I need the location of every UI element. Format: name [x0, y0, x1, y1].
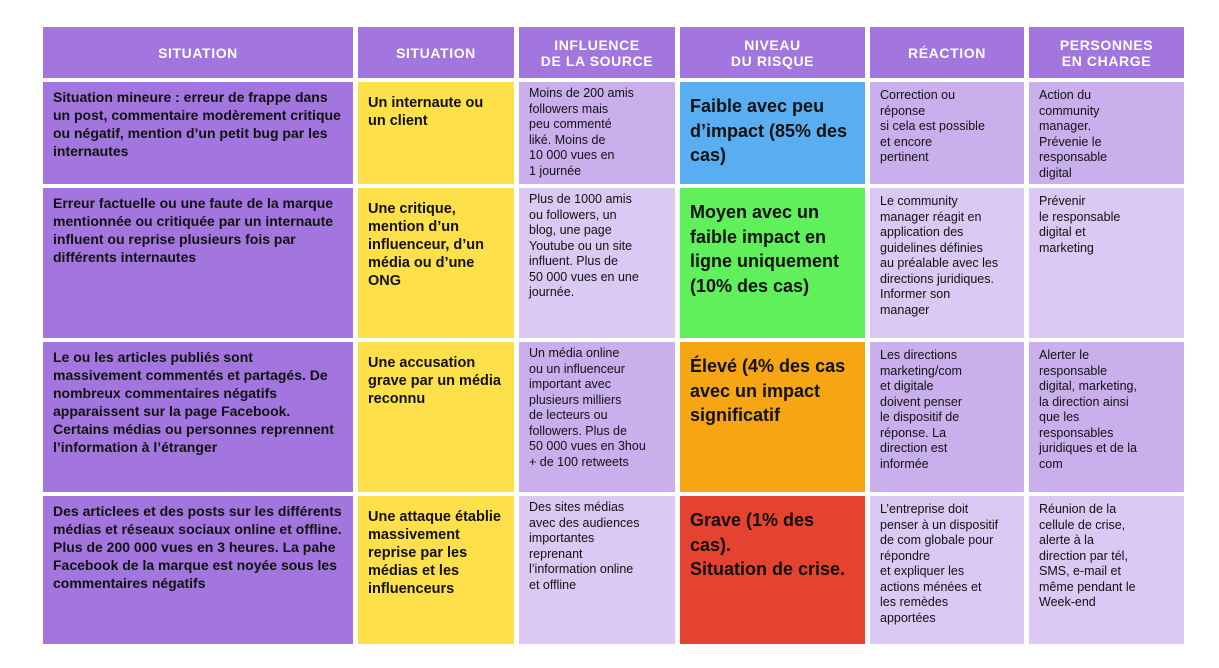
row-1-reaction: Correction ou réponse si cela est possible et encore pertinent — [870, 82, 1024, 184]
row-1-source: Un internaute ou un client — [358, 82, 514, 184]
row-2-reaction: Le community manager réagit en application des guidelines définies au préalable avec les directions juridiques. Informer son manager — [870, 188, 1024, 338]
row-3-persons: Alerter le responsable digital, marketing, la direction ainsi que les responsables juridiques et de la com — [1029, 342, 1184, 492]
row-3-reaction: Les directions marketing/com et digitale doivent penser le dispositif de réponse. La direction est informée — [870, 342, 1024, 492]
row-2-persons: Prévenir le responsable digital et marketing — [1029, 188, 1184, 338]
row-3-risk-level: Élevé (4% des cas avec un impact significatif — [680, 342, 865, 492]
row-4-persons: Réunion de la cellule de crise, alerte à la direction par tél, SMS, e-mail et même pendant le Week-end — [1029, 496, 1184, 644]
row-3-influence: Un média online ou un influenceur important avec plusieurs milliers de lecteurs ou followers. Plus de 50 000 vues en 3hou + de 100 retweets — [519, 342, 675, 492]
row-2-risk-level: Moyen avec un faible impact en ligne uniquement (10% des cas) — [680, 188, 865, 338]
header-influence: INFLUENCE DE LA SOURCE — [519, 27, 675, 78]
row-1-situation: Situation mineure : erreur de frappe dans un post, commentaire modèrement critique ou négatif, mention d’un petit bug par les internautes — [43, 82, 353, 184]
header-situation: SITUATION — [43, 27, 353, 78]
header-persons: PERSONNES EN CHARGE — [1029, 27, 1184, 78]
row-4-situation: Des articlees et des posts sur les différents médias et réseaux sociaux online et offline. Plus de 200 000 vues en 3 heures. La pahe Facebook de la marque est noyée sous les commentaires négatifs — [43, 496, 353, 644]
row-4-source: Une attaque établie massivement reprise par les médias et les influenceurs — [358, 496, 514, 644]
row-4-influence: Des sites médias avec des audiences importantes reprenant l’information online et offline — [519, 496, 675, 644]
row-4-risk-level: Grave (1% des cas). Situation de crise. — [680, 496, 865, 644]
row-4-reaction: L’entreprise doit penser à un dispositif de com globale pour répondre et expliquer les actions ménées et les remèdes apportées — [870, 496, 1024, 644]
row-2-situation: Erreur factuelle ou une faute de la marque mentionnée ou critiquée par un internaute influent ou reprise plusieurs fois par différents internautes — [43, 188, 353, 338]
header-situation-source: SITUATION — [358, 27, 514, 78]
row-1-risk-level: Faible avec peu d’impact (85% des cas) — [680, 82, 865, 184]
row-1-persons: Action du community manager. Prévenie le responsable digital — [1029, 82, 1184, 184]
row-2-source: Une critique, mention d’un influenceur, d’un média ou d’une ONG — [358, 188, 514, 338]
row-1-influence: Moins de 200 amis followers mais peu commenté liké. Moins de 10 000 vues en 1 journée — [519, 82, 675, 184]
row-3-source: Une accusation grave par un média reconnu — [358, 342, 514, 492]
header-reaction: RÉACTION — [870, 27, 1024, 78]
row-3-situation: Le ou les articles publiés sont massivement commentés et partagés. De nombreux commentaires négatifs apparaissent sur la page Facebook. Certains médias ou personnes reprennent l’information à l’étranger — [43, 342, 353, 492]
row-2-influence: Plus de 1000 amis ou followers, un blog, une page Youtube ou un site influent. Plus de 50 000 vues en une journée. — [519, 188, 675, 338]
header-risk-level: NIVEAU DU RISQUE — [680, 27, 865, 78]
crisis-risk-table — [43, 27, 1184, 644]
